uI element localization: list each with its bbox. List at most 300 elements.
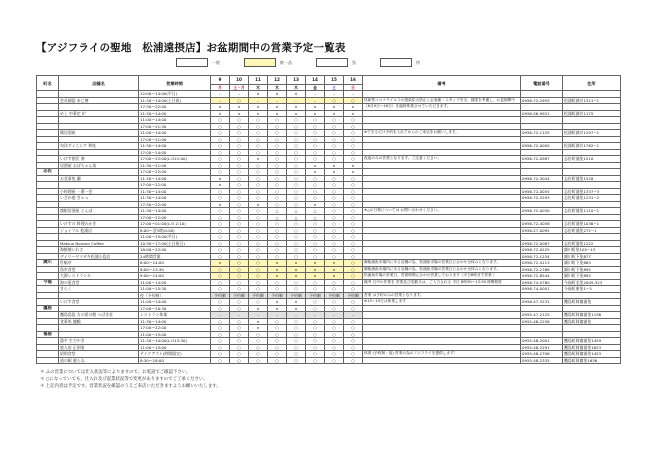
day-status-cell: ○	[325, 156, 344, 163]
day-status-cell: ○	[287, 123, 306, 130]
day-status-cell: ○	[249, 331, 268, 338]
day-status-cell: ○	[306, 149, 325, 156]
day-status-cell: ×	[325, 162, 344, 169]
day-status-cell: ○	[268, 227, 287, 234]
day-status-cell: △	[287, 214, 306, 221]
hours-cell: 11:00〜14:00	[139, 130, 211, 137]
header-weekday: 日	[344, 85, 363, 91]
day-status-cell: ○	[287, 338, 306, 345]
day-status-cell: ×	[268, 260, 287, 267]
header-store: 店舗名	[59, 76, 139, 91]
store-cell: 小料理屋 一番一会	[59, 188, 139, 195]
hours-cell: 11:00〜14:00	[139, 279, 211, 286]
store-cell: きらく	[59, 286, 139, 293]
address-cell: 志佐町浦免1528	[563, 175, 621, 182]
day-status-cell: ×	[344, 104, 363, 111]
day-status-cell: ○	[211, 357, 230, 364]
day-status-cell: ○	[287, 357, 306, 364]
day-status-cell: ○	[249, 195, 268, 202]
day-status-cell: ○	[306, 156, 325, 163]
day-status-cell: ○	[249, 273, 268, 280]
address-cell: 鷹島町阿翁浦免	[563, 318, 621, 325]
hours-cell: 10:30〜17:00(土日祝日)	[139, 240, 211, 247]
day-status-cell: ○	[287, 136, 306, 143]
day-status-cell: ×	[211, 201, 230, 208]
day-status-cell: –	[344, 312, 363, 319]
day-status-cell: ○	[211, 221, 230, 228]
day-status-cell: –	[306, 97, 325, 104]
phone-cell: 0956-74-0001	[521, 286, 563, 293]
day-status-cell: ○	[344, 97, 363, 104]
header-day: 11	[249, 76, 268, 85]
address-cell: 松浦町調川1175	[563, 110, 621, 117]
day-status-cell: ○	[211, 123, 230, 130]
day-status-cell: ○	[287, 156, 306, 163]
day-status-cell: ○	[230, 338, 249, 345]
day-status-cell: ×	[306, 260, 325, 267]
day-status-cell: ○	[344, 344, 363, 351]
address-cell: 松浦町調川1311−1	[563, 97, 621, 104]
day-status-cell: ○	[211, 156, 230, 163]
remarks-cell: ※できるだけ予約を入れてからのご来店をお願いします。	[363, 130, 521, 137]
day-status-cell: ○	[230, 240, 249, 247]
day-status-cell: ○	[287, 240, 306, 247]
day-status-cell: ×	[249, 156, 268, 163]
address-cell: 志佐町浦免1222	[563, 240, 621, 247]
day-status-cell: ○	[268, 201, 287, 208]
day-status-cell: ○	[325, 286, 344, 293]
legend-label: 肉	[416, 59, 420, 65]
hours-cell: 17:30〜22:00	[139, 104, 211, 111]
day-status-cell: ○	[230, 162, 249, 169]
phone-cell: 0956-27-0095	[521, 227, 563, 234]
day-status-cell: ○	[306, 286, 325, 293]
store-cell: めし 中華定 炉	[59, 110, 139, 117]
day-status-cell: ×	[344, 110, 363, 117]
day-status-cell: ○	[344, 149, 363, 156]
day-status-cell: ○	[211, 149, 230, 156]
header-weekday: 金	[306, 85, 325, 91]
hours-cell: 11:30〜14:00(L.O13:30)	[139, 338, 211, 345]
hours-cell: 11:00〜15:00	[139, 331, 211, 338]
day-status-cell: ○	[325, 208, 344, 215]
day-status-cell: ○	[325, 97, 344, 104]
day-status-cell: ×	[325, 169, 344, 176]
day-status-cell: ○	[211, 214, 230, 221]
day-status-cell: ○	[344, 234, 363, 241]
header-weekday: 木	[249, 85, 268, 91]
day-status-cell: ○	[230, 221, 249, 228]
day-status-cell: ○	[230, 279, 249, 286]
day-status-cell: ×	[287, 299, 306, 306]
day-status-cell: ○	[268, 338, 287, 345]
day-status-cell: ○	[249, 227, 268, 234]
hours-cell: 11:30〜14:00	[139, 208, 211, 215]
day-status-cell: ○	[287, 351, 306, 358]
legend-swatch	[244, 58, 276, 67]
day-status-cell: ×	[268, 110, 287, 117]
address-cell: 志佐町浦免272−1	[563, 227, 621, 234]
day-status-cell: ○	[344, 273, 363, 280]
hours-cell: 11:30〜14:00	[139, 175, 211, 182]
remarks-cell: 体新型コロナウイルスの感染拡大防止と会客様・スタッフ安全、健康を考慮し、お盆期間中	[363, 97, 521, 104]
store-cell: 魚市食堂	[59, 266, 139, 273]
day-status-cell: ○	[268, 175, 287, 182]
footnote: ＊ 上記内容は予定です。営業状況を確認のうえご来店いただきますようお願いいたします。	[40, 384, 221, 389]
day-status-cell: △	[287, 208, 306, 215]
day-status-cell: ○	[344, 182, 363, 189]
day-status-cell: ○	[268, 318, 287, 325]
header-weekday: 土・月	[230, 85, 249, 91]
day-status-cell: ○	[211, 351, 230, 358]
legend-item	[316, 58, 356, 67]
day-status-cell: ○	[325, 305, 344, 312]
day-status-cell: ×	[325, 266, 344, 273]
header-day: 16	[344, 76, 363, 85]
day-status-cell: ○	[287, 117, 306, 124]
day-status-cell: ○	[344, 325, 363, 332]
day-status-cell: ○	[211, 299, 230, 306]
day-status-cell: 予約制	[230, 292, 249, 299]
day-status-cell: ○	[325, 344, 344, 351]
day-status-cell: ○	[230, 208, 249, 215]
legend-label: 魚	[352, 59, 356, 65]
day-status-cell: ○	[306, 331, 325, 338]
remarks-cell: 休業 (予約制・夜) 営業の為のアジフライを提供します！	[363, 351, 521, 358]
day-status-cell: –	[230, 312, 249, 319]
day-status-cell: ×	[306, 266, 325, 273]
day-status-cell: ○	[211, 234, 230, 241]
day-status-cell: ○	[306, 227, 325, 234]
day-status-cell: ×	[306, 201, 325, 208]
day-status-cell: △	[268, 214, 287, 221]
day-status-cell: ○	[249, 143, 268, 150]
phone-cell: 0956-72-0987	[521, 156, 563, 163]
hours-cell: 8:00〜14:00	[139, 260, 211, 267]
day-status-cell: ○	[344, 156, 363, 163]
table-row	[37, 357, 621, 364]
hours-cell: 11:00〜15:00(平日)	[139, 234, 211, 241]
table-body	[37, 91, 621, 364]
header-day: 10	[230, 76, 249, 85]
day-status-cell: ○	[230, 117, 249, 124]
day-status-cell: ○	[211, 240, 230, 247]
legend-swatch	[316, 58, 348, 67]
day-status-cell: ○	[249, 123, 268, 130]
hours-cell: 17:00〜20:30	[139, 305, 211, 312]
store-cell: お食事処 瀬	[59, 175, 139, 182]
town-cell: 調川	[37, 260, 59, 267]
day-status-cell: ○	[249, 208, 268, 215]
day-status-cell: ○	[268, 123, 287, 130]
day-status-cell: ×	[306, 273, 325, 280]
day-status-cell: ○	[344, 357, 363, 364]
store-cell: 牡蛎亭	[59, 260, 139, 267]
day-status-cell: ○	[211, 253, 230, 260]
store-cell: いけす食堂	[59, 299, 139, 306]
day-status-cell: –	[211, 97, 230, 104]
day-status-cell: ×	[230, 104, 249, 111]
day-status-cell: ×	[268, 91, 287, 98]
day-status-cell: ○	[230, 305, 249, 312]
day-status-cell: ○	[230, 136, 249, 143]
address-cell: 調川町下免895	[563, 273, 621, 280]
day-status-cell: ○	[268, 149, 287, 156]
day-status-cell: ○	[344, 253, 363, 260]
day-status-cell: ○	[249, 162, 268, 169]
day-status-cell: ○	[230, 351, 249, 358]
day-status-cell: ○	[306, 117, 325, 124]
schedule-table	[36, 75, 621, 364]
day-status-cell: ○	[211, 305, 230, 312]
day-status-cell: ○	[249, 117, 268, 124]
day-status-cell: ○	[230, 286, 249, 293]
hours-cell: 11:00〜14:00	[139, 299, 211, 306]
day-status-cell: ○	[325, 357, 344, 364]
legend-label: 飲一品	[280, 59, 292, 65]
day-status-cell: ×	[325, 110, 344, 117]
day-status-cell: △	[306, 208, 325, 215]
day-status-cell: ○	[211, 266, 230, 273]
day-status-cell: ○	[325, 299, 344, 306]
day-status-cell: ○	[325, 149, 344, 156]
hours-cell: 17:00〜21:00	[139, 136, 211, 143]
day-status-cell: ○	[344, 117, 363, 124]
address-cell: 鷹島町阿翁浦免1459	[563, 338, 621, 345]
address-cell: 志佐町浦免1510	[563, 156, 621, 163]
address-cell: 松浦町調川1297−1	[563, 130, 621, 137]
hours-cell: 11:30〜14:00(土日祝)	[139, 97, 211, 104]
day-status-cell: ×	[325, 273, 344, 280]
phone-cell: 0956-72-1234	[521, 253, 563, 260]
hours-cell: 11:30〜14:00	[139, 188, 211, 195]
phone-cell: 0955-48-2706	[521, 351, 563, 358]
day-status-cell: ○	[268, 143, 287, 150]
day-status-cell: ○	[268, 156, 287, 163]
day-status-cell: –	[268, 97, 287, 104]
hours-cell: 17:00〜24:00	[139, 149, 211, 156]
phone-cell: 0956-72-0067	[521, 240, 563, 247]
remarks-cell: 夜夜のみの営業となります。ご注意ください。	[363, 156, 521, 163]
remarks-cell	[363, 357, 521, 364]
document-title: 【アジフライの聖地 松浦遠摂店】お盆期間中の営業予定一覧表	[36, 42, 346, 54]
day-status-cell: ○	[268, 117, 287, 124]
day-status-cell: ○	[268, 136, 287, 143]
day-status-cell: ○	[306, 299, 325, 306]
day-status-cell: ○	[344, 130, 363, 137]
hours-cell: 17:00〜01:00(L.O 2:10)	[139, 221, 211, 228]
day-status-cell: ×	[268, 104, 287, 111]
day-status-cell: ×	[306, 162, 325, 169]
hours-cell: 11:30〜14:00	[139, 195, 211, 202]
day-status-cell: ○	[211, 247, 230, 254]
day-status-cell: ○	[287, 234, 306, 241]
header-day: 14	[306, 76, 325, 85]
day-status-cell: 予約制	[249, 292, 268, 299]
address-cell: 志佐町浦免1110−1	[563, 208, 621, 215]
day-status-cell: 予約制	[306, 292, 325, 299]
hours-cell: 11:00〜15:30	[139, 286, 211, 293]
day-status-cell: ○	[230, 325, 249, 332]
remarks-cell: ※13〜15日は休業します	[363, 299, 521, 306]
day-status-cell: ○	[287, 130, 306, 137]
day-status-cell: ○	[306, 123, 325, 130]
footnote: ＊ ○になっていても、仕入れ及び起業状況等で変更がありますのでご了承ください。	[40, 377, 208, 382]
day-status-cell: ○	[211, 273, 230, 280]
day-status-cell: ○	[344, 318, 363, 325]
day-status-cell: ×	[287, 110, 306, 117]
hours-cell: 11:00〜15:00	[139, 344, 211, 351]
remarks-cell: （8月9日〜16日）を臨時休業させていただきます。	[363, 104, 521, 111]
phone-cell: 0956-72-3044	[521, 175, 563, 182]
store-cell: 海の恵食堂	[59, 279, 139, 286]
day-status-cell: ○	[249, 351, 268, 358]
day-status-cell: ○	[325, 175, 344, 182]
day-status-cell: ×	[268, 305, 287, 312]
header-weekday: 木	[287, 85, 306, 91]
legend	[176, 58, 444, 67]
phone-cell: 0956-72-0030	[521, 208, 563, 215]
store-cell: 海鮮焼いわさ	[59, 247, 139, 254]
day-status-cell: ○	[306, 344, 325, 351]
address-cell: 調川町下免877	[563, 253, 621, 260]
phone-cell: 0955-47-2125	[521, 312, 563, 319]
day-status-cell: ×	[249, 104, 268, 111]
phone-cell: 0955-48-2256	[521, 318, 563, 325]
hours-cell: 11:00〜14:00	[139, 117, 211, 124]
phone-cell: 0955-48-2291	[521, 344, 563, 351]
address-cell: 志佐町浦免1337−3	[563, 188, 621, 195]
day-status-cell: ×	[211, 110, 230, 117]
day-status-cell: ×	[211, 175, 230, 182]
day-status-cell: 予約制	[287, 292, 306, 299]
hours-cell: 8:00〜翌3時(0:00)	[139, 227, 211, 234]
day-status-cell: ○	[268, 234, 287, 241]
day-status-cell: ○	[230, 195, 249, 202]
hours-cell: 17:00〜22:00	[139, 169, 211, 176]
store-cell: 居酒屋 おばちゃん家	[59, 162, 139, 169]
store-cell: 大源レストランセ	[59, 273, 139, 280]
day-status-cell: ×	[287, 91, 306, 98]
day-status-cell: ○	[287, 149, 306, 156]
day-status-cell: ○	[249, 344, 268, 351]
day-status-cell: ○	[325, 117, 344, 124]
hours-cell: 17:00〜22:00	[139, 325, 211, 332]
day-status-cell: ○	[211, 143, 230, 150]
address-cell: 調川町免105−13	[563, 247, 621, 254]
day-status-cell: ○	[249, 240, 268, 247]
store-cell: デイリーヤマザキ松浦小島店	[59, 253, 139, 260]
town-cell: 鷹島	[37, 305, 59, 312]
day-status-cell: ○	[268, 286, 287, 293]
day-status-cell: ×	[287, 104, 306, 111]
day-status-cell: ○	[287, 195, 306, 202]
store-cell: ジョイフル 松浦店	[59, 227, 139, 234]
address-cell: 松浦町調川1782−1	[563, 143, 621, 150]
day-status-cell: ○	[268, 351, 287, 358]
day-status-cell: ○	[344, 351, 363, 358]
day-status-cell: ×	[249, 305, 268, 312]
day-status-cell: ○	[268, 169, 287, 176]
day-status-cell: ○	[268, 331, 287, 338]
legend-swatch	[176, 58, 208, 67]
day-status-cell: ○	[249, 338, 268, 345]
hours-cell: テイクアウト(時間限定)	[139, 351, 211, 358]
day-status-cell: ○	[249, 182, 268, 189]
phone-cell: 0956-72-0005	[521, 143, 563, 150]
day-status-cell: ○	[268, 162, 287, 169]
address-cell: 調川町下免883	[563, 260, 621, 267]
day-status-cell: –	[211, 312, 230, 319]
day-status-cell: ○	[344, 221, 363, 228]
header-day: 9	[211, 76, 230, 85]
day-status-cell: ×	[287, 266, 306, 273]
day-status-cell: –	[249, 312, 268, 319]
day-status-cell: ×	[211, 104, 230, 111]
address-cell: 鷹島町阿翁浦免	[563, 299, 621, 306]
header-day: 15	[325, 76, 344, 85]
day-status-cell: ○	[287, 175, 306, 182]
day-status-cell: 予約制	[268, 292, 287, 299]
phone-cell: 0956-74-0760	[521, 279, 563, 286]
day-status-cell: ○	[306, 279, 325, 286]
address-cell: 鷹島町阿翁浦免1453	[563, 351, 621, 358]
day-status-cell: ○	[306, 351, 325, 358]
store-cell: 会長調島 あじ寮	[59, 97, 139, 104]
town-cell	[37, 357, 59, 364]
phone-cell: 0956-72-2766	[521, 266, 563, 273]
day-status-cell: ○	[249, 357, 268, 364]
day-status-cell: ○	[306, 234, 325, 241]
legend-item	[176, 58, 220, 67]
day-status-cell: –	[230, 91, 249, 98]
header-day: 12	[268, 76, 287, 85]
day-status-cell: ○	[344, 136, 363, 143]
day-status-cell: ○	[230, 234, 249, 241]
day-status-cell: ○	[325, 325, 344, 332]
day-status-cell: ○	[344, 188, 363, 195]
day-status-cell: ○	[325, 247, 344, 254]
store-cell: 食事処 龍鶴	[59, 318, 139, 325]
day-status-cell: ○	[306, 143, 325, 150]
legend-label: 一般	[212, 59, 220, 65]
day-status-cell: ○	[230, 214, 249, 221]
day-status-cell: ○	[287, 325, 306, 332]
day-status-cell: ○	[249, 266, 268, 273]
day-status-cell: ○	[249, 247, 268, 254]
day-status-cell: ×	[268, 273, 287, 280]
day-status-cell: ○	[344, 305, 363, 312]
day-status-cell: ○	[344, 338, 363, 345]
day-status-cell: ○	[325, 279, 344, 286]
day-status-cell: –	[287, 97, 306, 104]
day-status-cell: ×	[306, 110, 325, 117]
header-day: 13	[287, 76, 306, 85]
store-cell: 道の駅 遊らね	[59, 357, 139, 364]
remarks-cell: 備考 日中の作業を 営業及び変動又は、ご入力される 平日 8時30〜13:30 時間程度	[363, 279, 521, 286]
remarks-cell: ※△の日程については お問い合わせください。	[363, 208, 521, 215]
address-cell: 鷹島町阿翁浦免1136	[563, 312, 621, 319]
day-status-cell: ○	[211, 286, 230, 293]
day-status-cell: ○	[306, 325, 325, 332]
header-hours: 営業時間	[139, 76, 211, 91]
header-phone: 電話番号	[521, 76, 563, 91]
day-status-cell: ○	[268, 325, 287, 332]
day-status-cell: –	[325, 312, 344, 319]
phone-cell: 0956-72-4113	[521, 260, 563, 267]
day-status-cell: –	[344, 91, 363, 98]
day-status-cell: ○	[344, 201, 363, 208]
